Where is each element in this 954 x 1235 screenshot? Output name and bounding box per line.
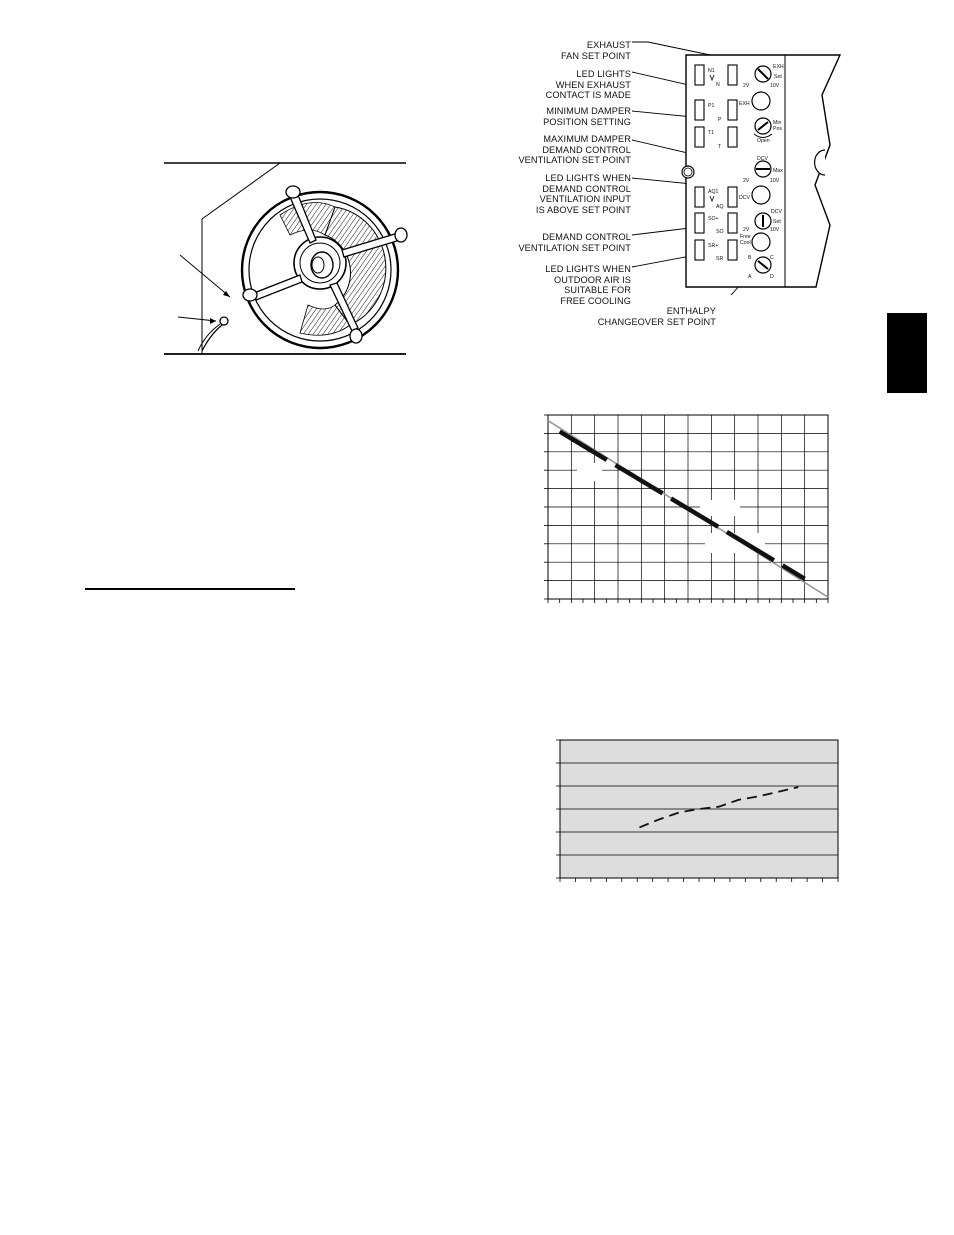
terminal-t: T [718, 144, 722, 150]
svg-text:10V: 10V [770, 227, 780, 233]
svg-text:C: C [770, 255, 774, 261]
free-cooling-led [752, 233, 770, 251]
terminal-p: P [718, 117, 722, 123]
chart-1 [540, 408, 835, 608]
callout-led-free-cooling: LED LIGHTS WHEN OUTDOOR AIR IS SUITABLE FOR FREE COOLING [545, 264, 631, 306]
dcv-led [752, 186, 770, 204]
terminal-sr: SR [716, 256, 724, 262]
svg-text:DCV: DCV [739, 195, 750, 201]
svg-text:Set: Set [774, 74, 782, 80]
label-mask [577, 463, 602, 481]
svg-text:A: A [748, 274, 752, 280]
terminal-n: N [716, 82, 720, 88]
svg-text:10V: 10V [770, 178, 780, 184]
svg-text:Cool: Cool [740, 240, 751, 246]
callout-maximum-damper-dcv: MAXIMUM DAMPER DEMAND CONTROL VENTILATION SET POINT [518, 134, 631, 166]
callout-led-exhaust-contact: LED LIGHTS WHEN EXHAUST CONTACT IS MADE [545, 69, 631, 101]
svg-text:DCV: DCV [757, 156, 768, 162]
terminal-aq: AQ [716, 204, 724, 210]
svg-text:D: D [770, 274, 774, 280]
callout-minimum-damper-position: MINIMUM DAMPER POSITION SETTING [543, 106, 631, 127]
callout-exhaust-fan-set-point: EXHAUST FAN SET POINT [560, 40, 631, 61]
svg-text:Free: Free [740, 234, 751, 240]
callout-dcv-set-point: DEMAND CONTROL VENTILATION SET POINT [518, 232, 631, 253]
callout-enthalpy-changeover: ENTHALPY CHANGEOVER SET POINT [597, 306, 716, 327]
series-line [560, 432, 805, 579]
terminal-so-plus: SO+ [708, 216, 719, 222]
svg-text:10V: 10V [770, 83, 780, 89]
chart-2 [550, 735, 845, 885]
label-mask [700, 500, 740, 516]
terminal-aq1: AQ1 [708, 189, 719, 195]
terminal-so: SO [716, 229, 724, 235]
svg-text:Set: Set [773, 219, 781, 225]
svg-text:B: B [748, 255, 752, 261]
terminal-p1: P1 [708, 103, 715, 109]
exhaust-led [752, 92, 770, 110]
svg-text:Open: Open [757, 138, 770, 144]
svg-text:EXH: EXH [773, 64, 784, 70]
svg-text:Min: Min [773, 120, 782, 126]
economizer-controller-panel [630, 35, 845, 295]
terminal-n1: N1 [708, 68, 715, 74]
section-tab-marker [887, 313, 927, 393]
svg-text:Pos: Pos [773, 126, 782, 132]
svg-text:2V: 2V [743, 227, 750, 233]
terminal-t1: T1 [708, 130, 715, 136]
svg-text:DCV: DCV [771, 209, 782, 215]
svg-text:2V: 2V [743, 178, 750, 184]
svg-text:2V: 2V [743, 83, 750, 89]
svg-text:EXH: EXH [739, 101, 750, 107]
svg-text:Max: Max [773, 168, 783, 174]
callout-led-dcv-input: LED LIGHTS WHEN DEMAND CONTROL VENTILATION INPUT IS ABOVE SET POINT [535, 173, 631, 215]
terminal-sr-plus: SR+ [708, 243, 719, 249]
blower-fan-illustration [160, 155, 410, 360]
section-underline [85, 588, 295, 590]
